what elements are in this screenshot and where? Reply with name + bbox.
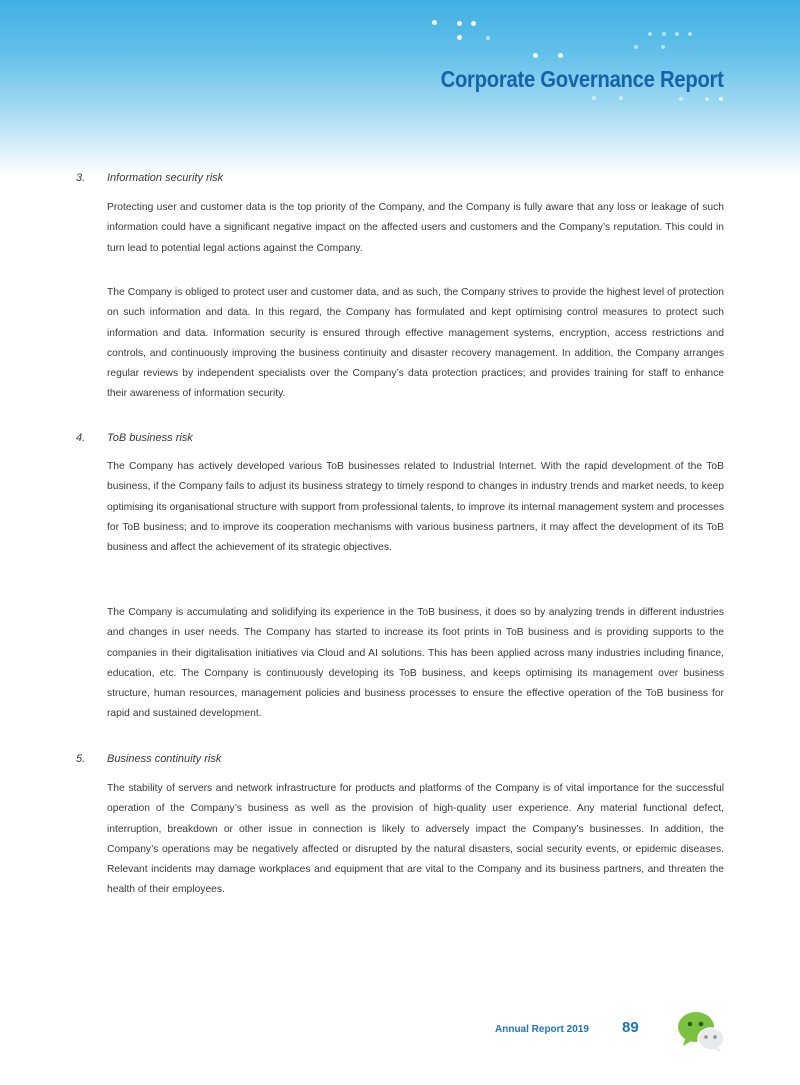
paragraph: The stability of servers and network infrastructure for products and platforms of the Company is of vital importance for the successful operation of the Company’s business as well as the provision of high-quality user experience. Any material functional defect, interruption, breakdown or other issue in connection is likely to adversely impact the Company’s businesses. In addition, the Company’s operations may be negatively affected or disrupted by the natural disasters, social security events, or epidemic diseases. Relevant incidents may damage workplaces and equipment that are vital to the Company and its business partners, and threaten the health of their employees. xyxy=(107,783,724,896)
section-number: 3. xyxy=(76,172,86,184)
paragraph: The Company has actively developed various ToB businesses related to Industrial Internet. With the rapid development of the ToB business, if the Company fails to adjust its business strategy to timely respond to changes in industry trends and market needs, to keep optimising its organisational structure with support from professional talents, to improve its internal management system and processes for ToB business; and to improve its cooperation mechanisms with various business partners, it may affect the development of its ToB business and affect the achievement of its strategic objectives. xyxy=(107,461,724,554)
page-number: 89 xyxy=(622,1019,639,1036)
section-title: Business continuity risk xyxy=(107,753,222,765)
footer-label: Annual Report 2019 xyxy=(495,1024,589,1035)
paragraph: The Company is accumulating and solidifying its experience in the ToB business, it does so by analyzing trends in different industries and changes in user needs. The Company has started to increase its foot prints in ToB business and is providing supports to the companies in their digitalisation initiatives via Cloud and AI solutions. This has been applied across many industries including finance, education, etc. The Company is continuously developing its ToB business, and keeps optimising its management over business structure, human resources, management policies and business processes to ensure the effective operation of the ToB business for rapid and sustained development. xyxy=(107,607,724,720)
section-title: ToB business risk xyxy=(107,432,193,444)
section-number: 4. xyxy=(76,432,86,444)
page-title: Corporate Governance Report xyxy=(440,66,724,92)
section-title: Information security risk xyxy=(107,172,224,184)
section-number: 5. xyxy=(76,753,86,765)
paragraph: The Company is obliged to protect user and customer data, and as such, the Company strives to provide the highest level of protection on such information and data. In this regard, the Company has formulated and kept optimising control measures to protect such information and data. Information security is ensured through effective management systems, encryption, access restrictions and controls, and continuously improving the business continuity and disaster recovery management. In addition, the Company arranges regular reviews by independent specialists over the Company’s data protection practices; and provides training for staff to enhance their awareness of information security. xyxy=(107,287,724,400)
wechat-icon xyxy=(676,1010,728,1054)
paragraph: Protecting user and customer data is the top priority of the Company, and the Company is fully aware that any loss or leakage of such information could have a significant negative impact on the affected users and customers and the Company’s reputation. This could in turn lead to potential legal actions against the Company. xyxy=(107,202,724,254)
